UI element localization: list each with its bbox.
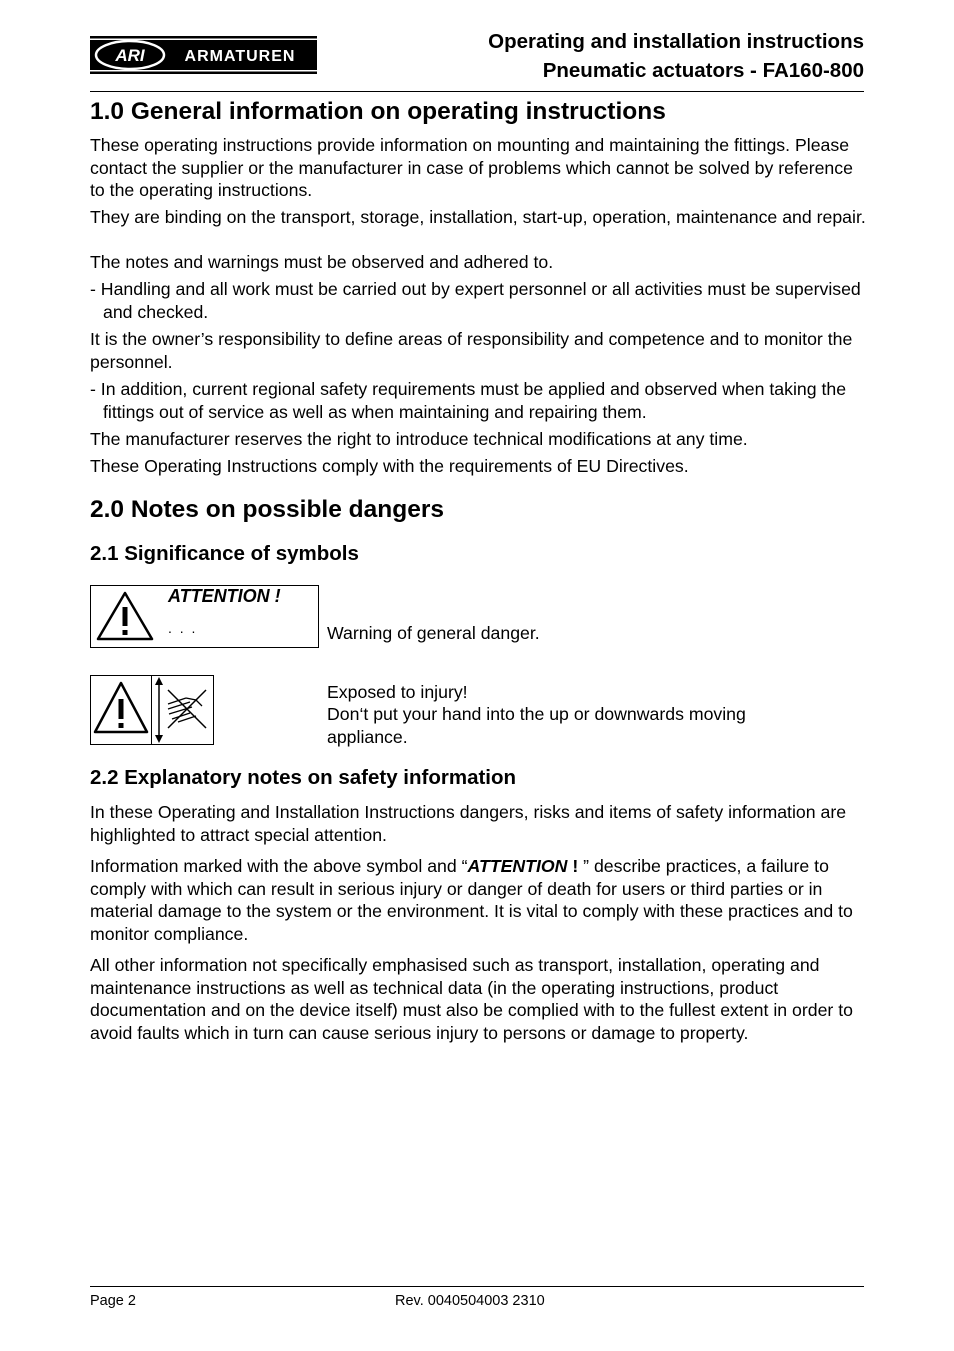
section-2-2-paragraph-2 [90, 855, 870, 945]
section-2-2-paragraph-1: In these Operating and Installation Instructions dangers, risks and items of safety information are highlighted to attract special attention. [90, 802, 847, 845]
section-1-paragraph-2: They are binding on the transport, storage, installation, start-up, operation, maintenance and repair. [90, 207, 866, 227]
section-2-2-heading: 2.2 Explanatory notes on safety information [90, 766, 517, 789]
logo-mark-text: ARI [115, 46, 145, 65]
footer-rule [90, 1286, 864, 1287]
hand-crushing-icon [152, 676, 213, 744]
section-1-bullet-2: - In addition, current regional safety requirements must be applied and observed when taking the fittings out of service as well as when maintaining and repairing them. [90, 379, 847, 422]
warning-triangle-icon [92, 680, 150, 736]
paragraph-2-rest: ” describe practices, a failure to comply with which can result in serious injury or danger of death for users or third parties or in material damage to the system or the environment. It is vital to comply with these practices and to monitor compliance. [90, 856, 853, 944]
warning-triangle-icon [95, 590, 155, 642]
header-rule [90, 91, 864, 92]
document-title-line2: Pneumatic actuators - FA160-800 [542, 59, 864, 82]
document-title [488, 27, 864, 85]
section-1-paragraph-3: The notes and warnings must be observed and adhered to. [90, 252, 554, 272]
attention-dots: . . . [168, 620, 198, 636]
injury-text-line1: Exposed to injury! [327, 682, 468, 702]
logo-word-text: ARMATUREN [184, 48, 296, 65]
page-number: Page 2 [90, 1293, 136, 1309]
section-1-paragraph-4: It is the owner’s responsibility to define areas of responsibility and competence and to monitor the personnel. [90, 329, 853, 372]
attention-exclamation: ! [567, 856, 579, 876]
injury-text-line2: Don‘t put your hand into the up or downwards moving appliance. [327, 704, 746, 747]
section-2-heading: 2.0 Notes on possible dangers [90, 496, 444, 523]
attention-keyword: ATTENTION [467, 856, 568, 876]
general-danger-text: Warning of general danger. [327, 623, 540, 643]
section-1-paragraph-1: These operating instructions provide information on mounting and maintaining the fittings. Please contact the supplier or the manufacturer in case of problems which cannot be solved by reference to the operating instructions. [90, 135, 853, 201]
attention-label: ATTENTION ! [168, 586, 281, 606]
section-1-heading: 1.0 General information on operating instructions [90, 98, 666, 125]
document-title-line1: Operating and installation instructions [488, 30, 864, 53]
revision-number: Rev. 0040504003 2310 [395, 1293, 545, 1309]
section-1-bullet-1: - Handling and all work must be carried out by expert personnel or all activities must be supervised and checked. [90, 279, 861, 322]
section-2-1-heading: 2.1 Significance of symbols [90, 542, 359, 565]
paragraph-2-intro: Information marked with the above symbol and “ [90, 856, 468, 876]
ari-armaturen-logo [90, 36, 317, 74]
section-1-paragraph-5: The manufacturer reserves the right to introduce technical modifications at any time. [90, 429, 748, 449]
section-2-2-paragraph-3: All other information not specifically emphasised such as transport, installation, operating and maintenance instructions as well as technical data (in the operating instructions, product documentation and on the device itself) must also be complied with to the fullest extent in order to avoid faults which in turn can cause serious injury to persons or damage to property. [90, 955, 853, 1043]
section-1-paragraph-6: These Operating Instructions comply with the requirements of EU Directives. [90, 456, 689, 476]
